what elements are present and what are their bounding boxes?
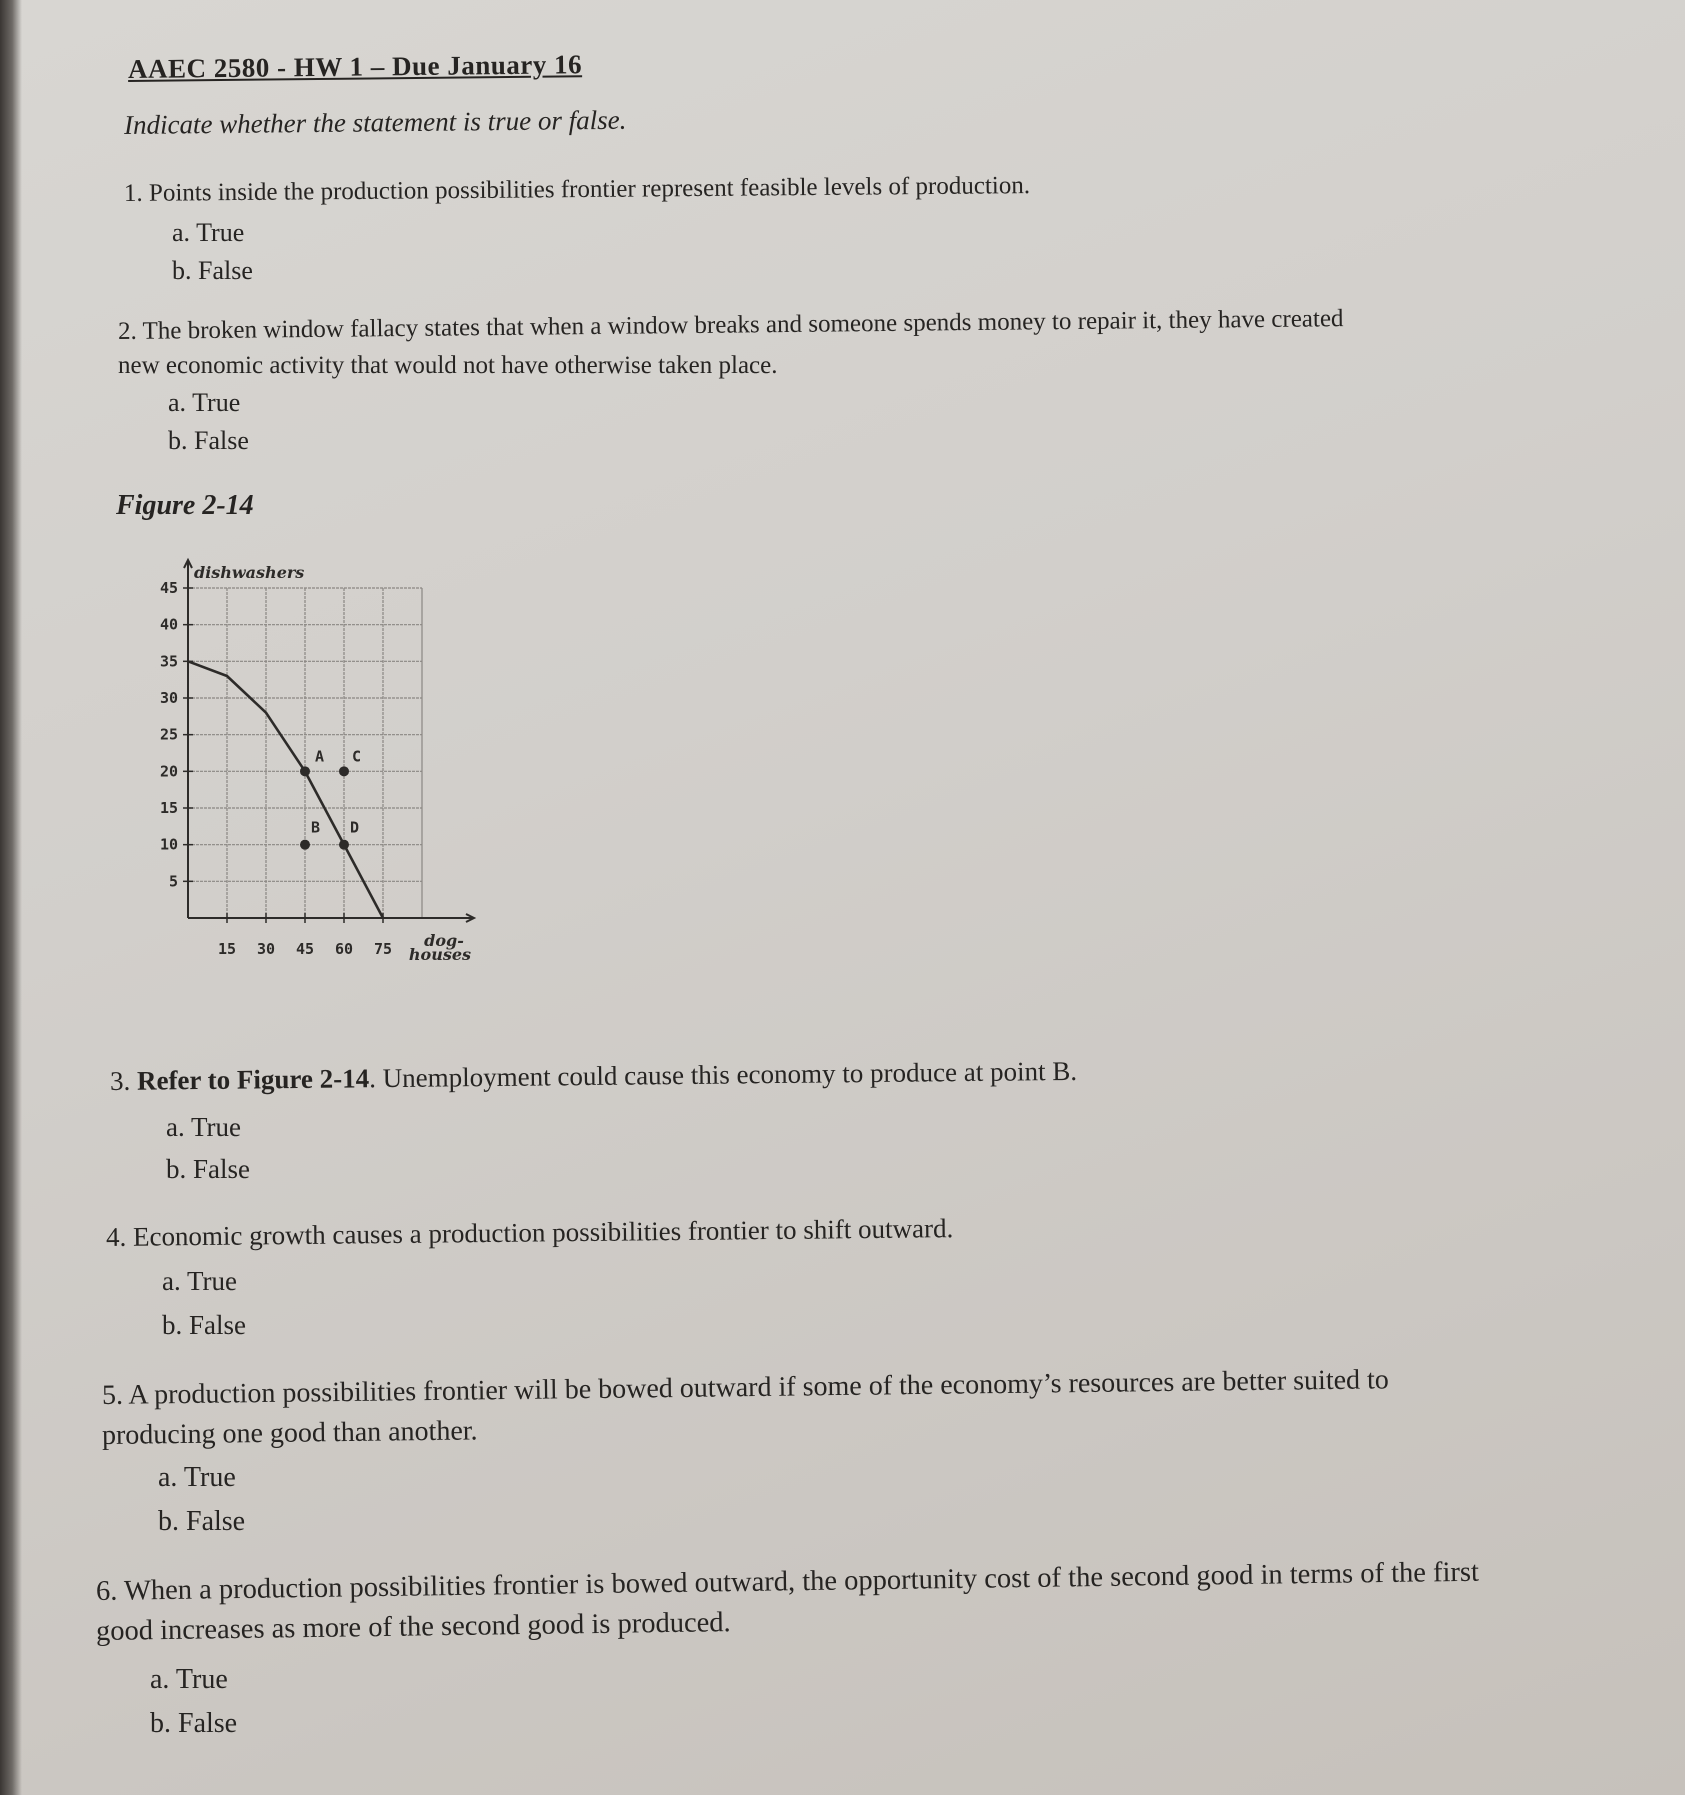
ppf-curve <box>188 661 383 918</box>
question-5-option-b[interactable]: b. False <box>158 1506 246 1537</box>
y-tick-label-2: 15 <box>159 799 178 817</box>
point-label-c: C <box>352 747 362 766</box>
question-2-stem-line-2: new economic activity that would not have otherwise taken place. <box>118 352 778 379</box>
y-tick-label-8: 45 <box>159 579 178 597</box>
point-b <box>300 840 310 850</box>
y-tick-label-3: 20 <box>159 762 178 781</box>
point-c <box>339 766 349 776</box>
question-1-stem: 1. Points inside the production possibilities frontier represent feasible levels of production. <box>123 172 1031 207</box>
question-5-option-a[interactable]: a. True <box>158 1462 236 1493</box>
x-tick-label-1: 30 <box>256 940 276 958</box>
question-6-stem-line-2: good increases as more of the second good is produced. <box>95 1607 731 1647</box>
figure-title: Figure 2-14 <box>116 490 254 521</box>
question-3-option-b[interactable]: b. False <box>166 1154 250 1184</box>
y-tick-label-5: 30 <box>159 689 178 707</box>
question-6-option-b[interactable]: b. False <box>150 1708 238 1739</box>
question-1-option-b[interactable]: b. False <box>172 256 253 285</box>
point-label-d: D <box>350 818 360 837</box>
question-5-stem-line-1: 5. A production possibilities frontier will be bowed outward if some of the economy’s resources are better suited to <box>101 1364 1390 1411</box>
point-a <box>300 766 310 776</box>
question-4-stem: 4. Economic growth causes a production possibilities frontier to shift outward. <box>105 1213 954 1252</box>
point-label-b: B <box>311 818 321 837</box>
question-2-option-b[interactable]: b. False <box>168 426 249 455</box>
question-3-stem <box>110 1056 1077 1097</box>
y-tick-label-4: 25 <box>159 725 178 744</box>
question-6-stem-line-1: 6. When a production possibilities frontier is bowed outward, the opportunity cost of the second good in terms of the first <box>95 1556 1480 1607</box>
question-2-stem-line-1: 2. The broken window fallacy states that when a window breaks and someone spends money to repair it, they have created <box>117 305 1344 345</box>
y-tick-label-6: 35 <box>159 652 178 671</box>
instructions: Indicate whether the statement is true or false. <box>123 104 627 140</box>
x-axis-label-line-2: houses <box>408 945 472 964</box>
x-tick-label-4: 75 <box>373 940 393 958</box>
point-d <box>339 840 349 850</box>
question-3-option-a[interactable]: a. True <box>166 1112 242 1142</box>
y-axis-label: dishwashers <box>194 563 305 582</box>
question-5-stem-line-2: producing one good than another. <box>101 1415 478 1451</box>
x-tick-label-2: 45 <box>295 940 315 958</box>
question-4-option-b[interactable]: b. False <box>162 1310 246 1340</box>
y-tick-label-1: 10 <box>159 835 178 854</box>
x-tick-label-0: 15 <box>217 940 237 958</box>
point-label-a: A <box>315 747 325 766</box>
y-tick-label-7: 40 <box>159 615 178 634</box>
question-2-option-a[interactable]: a. True <box>168 388 241 417</box>
x-tick-label-3: 60 <box>334 940 354 958</box>
y-tick-label-0: 5 <box>168 872 178 891</box>
ppf-chart-svg <box>140 540 500 980</box>
page-title: AAEC 2580 - HW 1 – Due January 16 <box>127 49 583 84</box>
question-4-option-a[interactable]: a. True <box>162 1266 238 1296</box>
question-1-option-a[interactable]: a. True <box>172 218 245 247</box>
x-axis-label-line-1: dog- <box>424 931 464 950</box>
question-3-figure-ref: Refer to Figure 2-14 <box>136 1063 370 1096</box>
question-3-stem-rest: . Unemployment could cause this economy to produce at point B. <box>369 1055 1078 1094</box>
question-6-option-a[interactable]: a. True <box>150 1664 228 1695</box>
ppf-chart <box>140 540 500 980</box>
question-3-number: 3. <box>109 1065 138 1096</box>
